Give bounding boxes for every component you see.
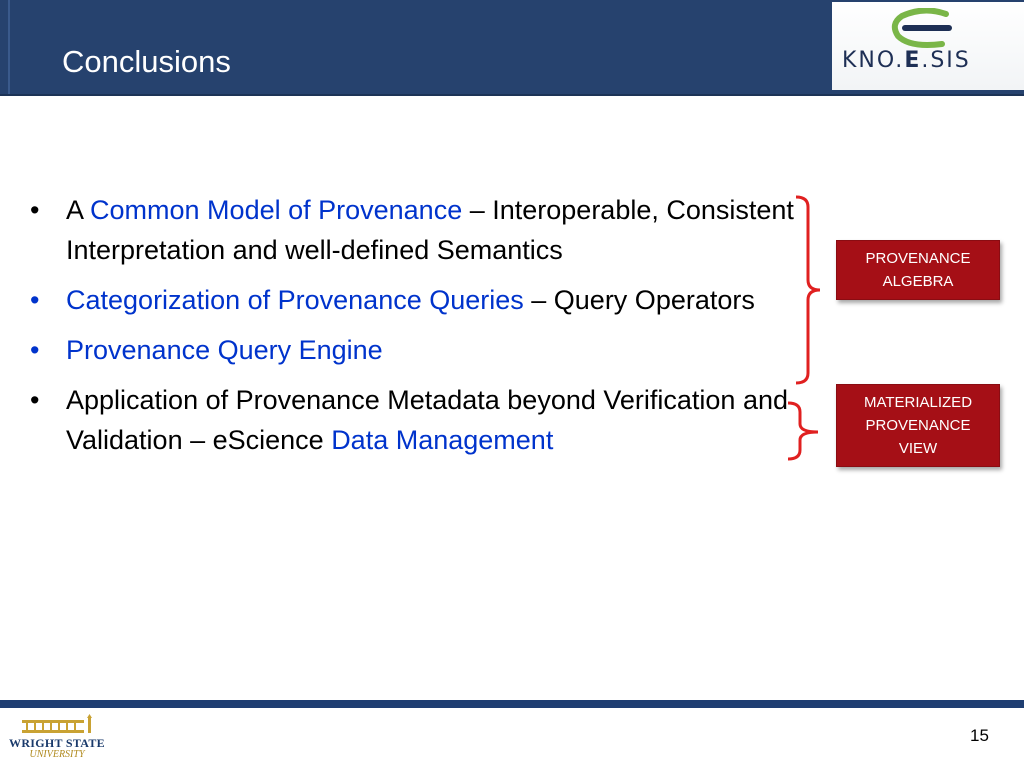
page-number: 15 <box>970 726 989 745</box>
knoesis-logo <box>832 2 1024 90</box>
slide-title: Conclusions <box>62 44 231 79</box>
header-edge-line <box>8 0 10 94</box>
slide-header <box>0 0 1024 96</box>
tag-line: PROVENANCE <box>865 417 971 434</box>
materialized-view-tag <box>836 384 1000 467</box>
bullet-application <box>30 380 800 460</box>
logo-text-right: .SIS <box>921 48 971 73</box>
university-building-icon <box>8 714 106 736</box>
highlight-text: Provenance Query Engine <box>66 335 383 365</box>
bullet-marker: • <box>30 335 40 365</box>
bullet-common-model <box>30 190 800 270</box>
highlight-text: Categorization of Provenance Queries <box>66 285 524 315</box>
footer-bar <box>0 700 1024 708</box>
logo-text-left: KNO. <box>842 48 905 73</box>
highlight-text: Common Model of Provenance <box>90 195 463 225</box>
university-subtitle: UNIVERSITY <box>29 749 85 760</box>
bullet-categorization <box>30 280 800 320</box>
tag-line: MATERIALIZED <box>863 394 973 411</box>
bullet-query-engine <box>30 330 800 370</box>
bullet-marker: • <box>30 285 40 315</box>
bullet-marker: • <box>30 385 40 415</box>
tag-line: VIEW <box>898 440 938 457</box>
bullet-text: – Interoperable, Consistent Interpretation and well-defined Semantics <box>66 195 794 265</box>
algebra-bracket <box>792 192 826 388</box>
view-bracket <box>784 398 824 464</box>
highlight-text: Data Management <box>331 425 554 455</box>
knoesis-e-icon <box>884 8 974 48</box>
provenance-algebra-tag <box>836 240 1000 300</box>
bullet-text: A <box>66 195 91 225</box>
bullet-text: Application of Provenance Metadata beyond Verification and Validation – eScience <box>66 385 788 455</box>
conclusion-bullet-list <box>30 190 800 470</box>
logo-text-e: E <box>904 48 922 73</box>
wright-state-logo <box>8 714 106 762</box>
bullet-text: – Query Operators <box>523 285 755 315</box>
bullet-marker: • <box>30 195 40 225</box>
tag-line: ALGEBRA <box>882 273 954 290</box>
university-name: WRIGHT STATE <box>9 736 105 750</box>
tag-line: PROVENANCE <box>865 250 971 267</box>
knoesis-logo-text <box>842 48 971 73</box>
